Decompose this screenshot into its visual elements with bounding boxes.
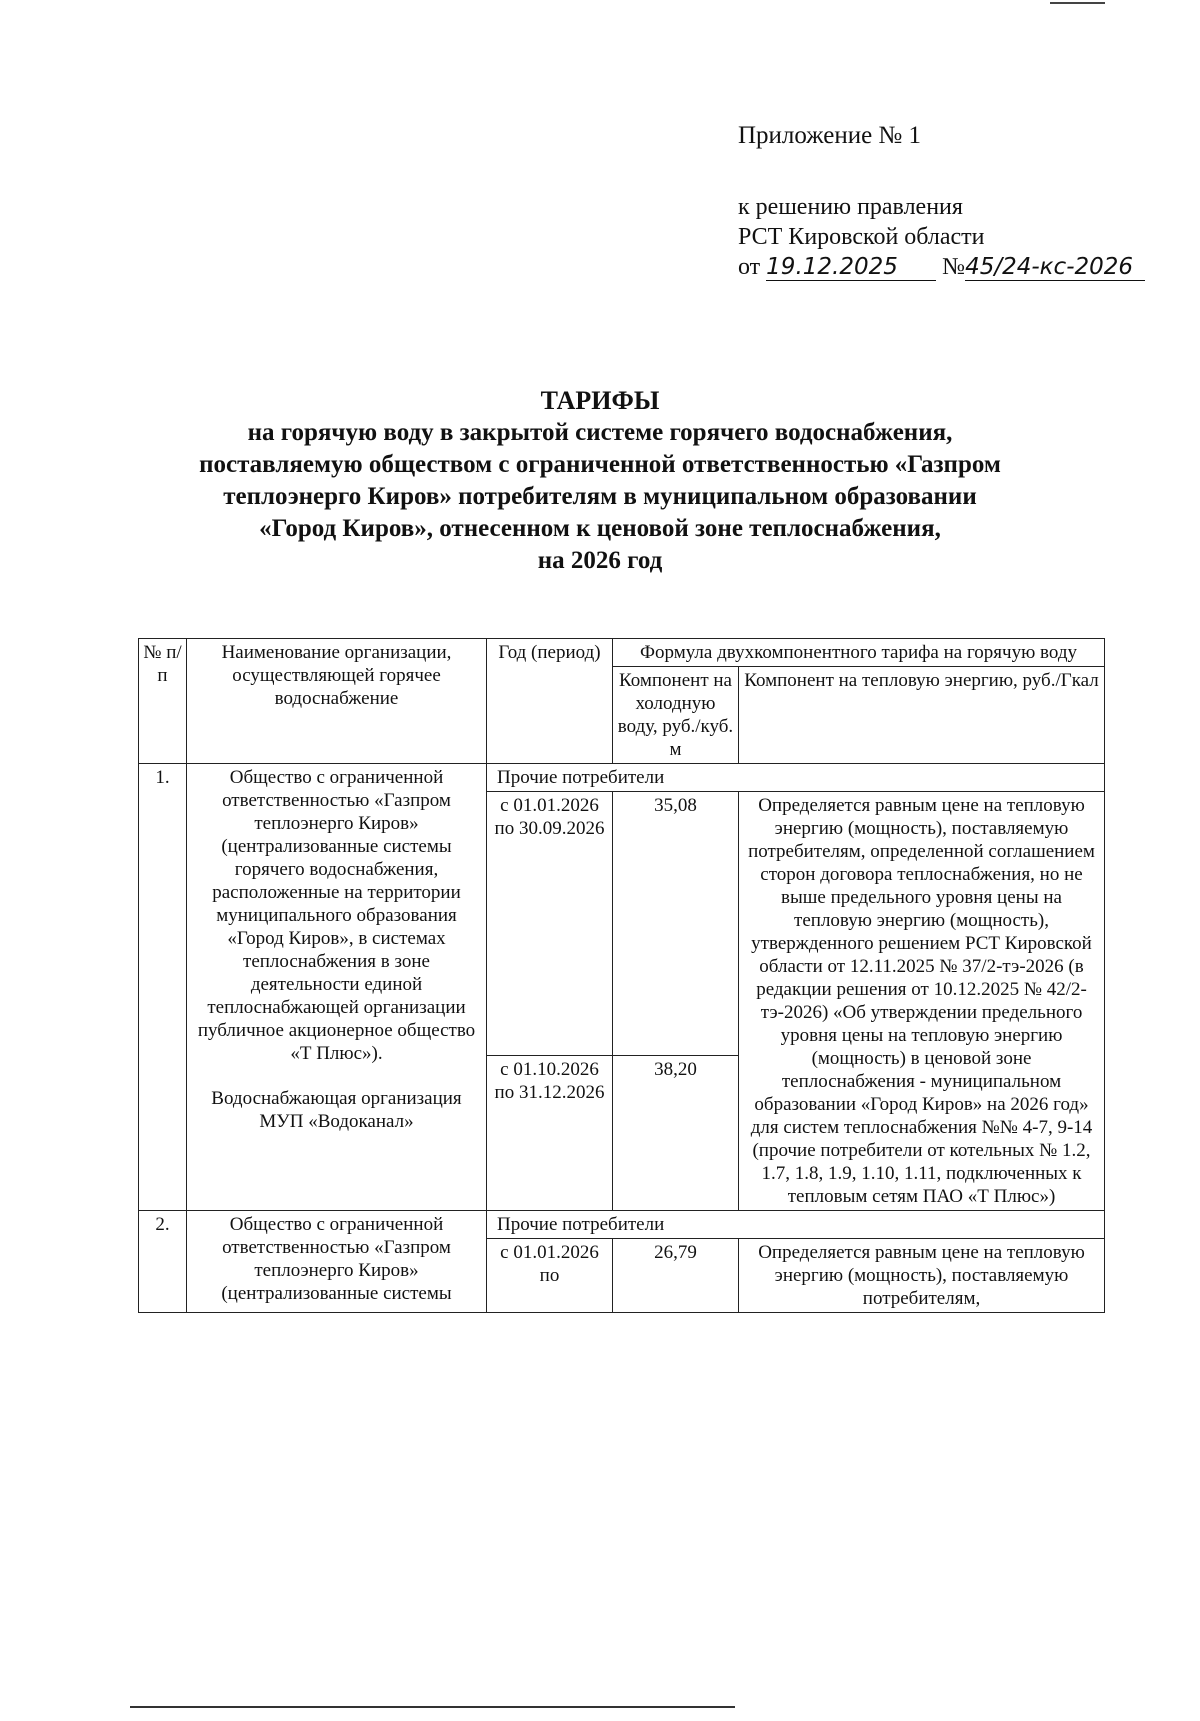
header-heat-energy: Компонент на тепловую энергию, руб./Гкал	[739, 667, 1105, 764]
period-cell: с 01.01.2026 по	[487, 1239, 613, 1313]
title-line-5: на 2026 год	[537, 547, 663, 574]
heat-component-cell: Определяется равным цене на тепловую энергию (мощность), поставляемую потребителям,	[739, 1239, 1105, 1313]
row-number: 2.	[139, 1211, 187, 1313]
appendix-label: Приложение № 1	[738, 122, 922, 149]
period-cell	[487, 792, 613, 1056]
scan-bottom-line	[130, 1706, 735, 1708]
heat-component-cell: Определяется равным цене на тепловую энергию (мощность), поставляемую потребителям, определенной соглашением сторон договора теплоснабжения, но не выше предельного уровня цены на тепловую энергию (мощность), утвержденного решением РСТ Кировской области от 12.11.2025 № 37/2-тэ-2026 (в редакции решения от 10.12.2025 № 42/2-тэ-2026) «Об утверждении предельного уровня цены на тепловую энергию (мощность) в ценовой зоне теплоснабжения - муниципальном образовании «Город Киров» на 2026 год» для систем теплоснабжения №№ 4-7, 9-14 (прочие потребители от котельных № 1.2, 1.7, 1.8, 1.9, 1.10, 1.11, подключенных к тепловым сетям ПАО «Т Плюс»)	[739, 792, 1105, 1211]
header-formula: Формула двухкомпонентного тарифа на горячую воду	[613, 639, 1105, 667]
cold-value-cell: 38,20	[613, 1056, 739, 1211]
decision-reference	[738, 192, 1145, 282]
row-number: 1.	[139, 764, 187, 1211]
row-organization	[187, 764, 487, 1211]
cold-value-cell: 26,79	[613, 1239, 739, 1313]
date-prefix: от	[738, 254, 761, 280]
tariff-table	[138, 638, 1105, 1313]
row-category: Прочие потребители	[487, 1211, 1105, 1239]
scan-mark	[1050, 2, 1105, 4]
header-num: № п/п	[139, 639, 187, 764]
table-row	[139, 764, 1105, 792]
row-organization: Общество с ограниченной ответственностью «Газпром теплоэнерго Киров» (централизованные системы	[187, 1211, 487, 1313]
title-line-3: теплоэнерго Киров» потребителям в муниципальном образовании	[223, 483, 977, 510]
organization-text: Общество с ограниченной ответственностью «Газпром теплоэнерго Киров» (централизованные системы горячего водоснабжения, расположенные на территории муниципального образования «Город Киров», в системах теплоснабжения в зоне деятельности единой теплоснабжающей организации публичное акционерное общество «Т Плюс»).	[197, 767, 476, 1064]
header-row	[139, 639, 1105, 667]
header-org: Наименование организации, осуществляющей горячее водоснабжение	[187, 639, 487, 764]
number-prefix: №	[942, 254, 966, 280]
row-category: Прочие потребители	[487, 764, 1105, 792]
document-title	[0, 385, 1200, 577]
decision-line-2: РСТ Кировской области	[738, 224, 985, 250]
date-handwritten: 19.12.2025	[766, 254, 936, 281]
title-line-1: на горячую воду в закрытой системе горячего водоснабжения,	[247, 419, 953, 446]
decision-line-1: к решению правления	[738, 194, 963, 220]
period-text: с 01.01.2026 по 30.09.2026	[494, 795, 605, 839]
decision-date-line	[738, 252, 1145, 282]
title-line-2: поставляемую обществом с ограниченной ответственностью «Газпром	[199, 451, 1001, 478]
header-cold-water: Компонент на холодную воду, руб./куб. м	[613, 667, 739, 764]
supplier-text: Водоснабжающая организация МУП «Водоканал»	[211, 1088, 462, 1132]
cold-value-cell: 35,08	[613, 792, 739, 1056]
table-row	[139, 1211, 1105, 1239]
title-line-4: «Город Киров», отнесенном к ценовой зоне теплоснабжения,	[259, 515, 941, 542]
title-heading: ТАРИФЫ	[540, 386, 660, 415]
period-text: с 01.10.2026 по 31.12.2026	[494, 1059, 605, 1104]
header-period: Год (период)	[487, 639, 613, 764]
number-handwritten: 45/24-кс-2026	[965, 254, 1145, 281]
period-cell	[487, 1056, 613, 1211]
